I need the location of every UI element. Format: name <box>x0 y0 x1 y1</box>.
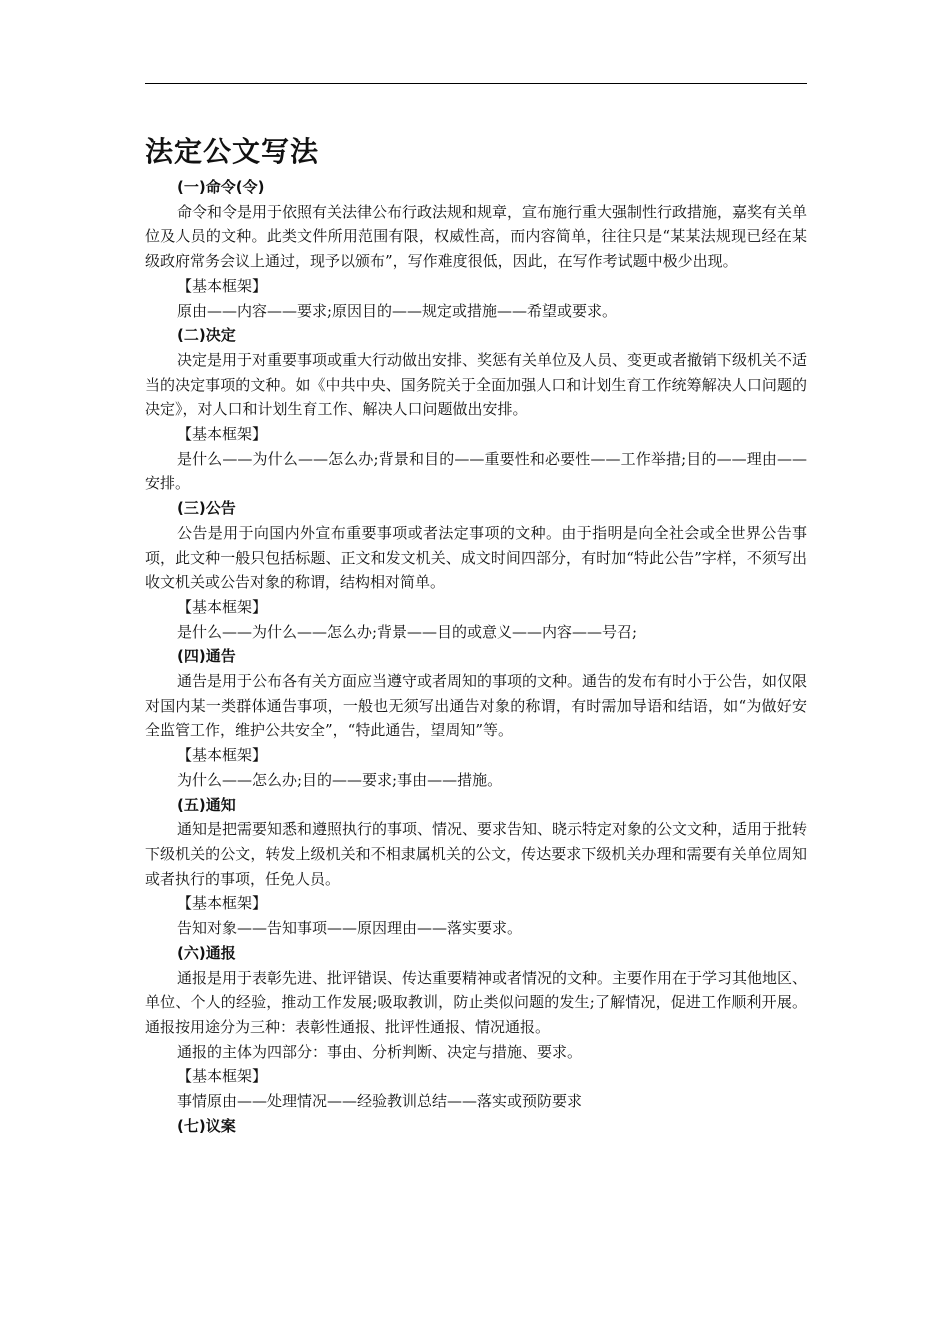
paragraph: 通告是用于公布各有关方面应当遵守或者周知的事项的文种。通告的发布有时小于公告，如仅限对国内某一类群体通告事项，一般也无须写出通告对象的称谓，有时需加导语和结语，如“为做好安全监管工作，维护公共安全”，“特此通告，望周知”等。 <box>145 672 808 740</box>
framework-label: 【基本框架】 <box>177 276 268 295</box>
paragraph: 是什么——为什么——怎么办;背景——目的或意义——内容——号召; <box>177 622 638 641</box>
section-heading: (七)议案 <box>177 1116 236 1135</box>
paragraph: 事情原由——处理情况——经验教训总结——落实或预防要求 <box>177 1092 583 1111</box>
section-heading: (五)通知 <box>177 795 236 814</box>
paragraph: 公告是用于向国内外宣布重要事项或者法定事项的文种。由于指明是向全社会或全世界公告事项，此文种一般只包括标题、正文和发文机关、成文时间四部分，有时加“特此公告”字样，不须写出收文机关或公告对象的称谓，结构相对简单。 <box>145 523 807 592</box>
framework-label: 【基本框架】 <box>177 894 268 913</box>
section-heading: (三)公告 <box>177 499 236 518</box>
paragraph: 告知对象——告知事项——原因理由——落实要求。 <box>177 919 523 938</box>
header-rule <box>145 83 807 84</box>
paragraph: 原由——内容——要求;原因目的——规定或措施——希望或要求。 <box>177 301 618 320</box>
paragraph: 是什么——为什么——怎么办;背景和目的——重要性和必要性——工作举措;目的——理由——安排。 <box>145 449 807 493</box>
framework-label: 【基本框架】 <box>177 425 268 444</box>
section-heading: (二)决定 <box>177 326 236 345</box>
framework-label: 【基本框架】 <box>177 746 268 765</box>
document-title: 法定公文写法 <box>145 135 320 168</box>
paragraph: 通报的主体为四部分：事由、分析判断、决定与措施、要求。 <box>177 1042 583 1061</box>
framework-label: 【基本框架】 <box>177 1067 268 1086</box>
paragraph: 通报是用于表彰先进、批评错误、传达重要精神或者情况的文种。主要作用在于学习其他地区、单位、个人的经验，推动工作发展;吸取教训，防止类似问题的发生;了解情况，促进工作顺利开展。通报按用途分为三种：表彰性通报、批评性通报、情况通报。 <box>145 968 808 1036</box>
section-heading: (六)通报 <box>177 943 236 962</box>
paragraph: 通知是把需要知悉和遵照执行的事项、情况、要求告知、晓示特定对象的公文文种，适用于批转下级机关的公文，转发上级机关和不相隶属机关的公文，传达要求下级机关办理和需要有关单位周知或者执行的事项，任免人员。 <box>145 820 808 888</box>
section-heading: (四)通告 <box>177 647 236 666</box>
paragraph: 决定是用于对重要事项或重大行动做出安排、奖惩有关单位及人员、变更或者撤销下级机关不适当的决定事项的文种。如《中共中央、国务院关于全面加强人口和计划生育工作统筹解决人口问题的决定》，对人口和计划生育工作、解决人口问题做出安排。 <box>145 350 808 419</box>
section-heading: (一)命令(令) <box>177 178 265 196</box>
document-body <box>145 175 807 1138</box>
framework-label: 【基本框架】 <box>177 597 268 616</box>
paragraph: 命令和令是用于依照有关法律公布行政法规和规章，宣布施行重大强制性行政措施，嘉奖有关单位及人员的文种。此类文件所用范围有限，权威性高，而内容简单，往往只是“某某法规现已经在某级政府常务会议上通过，现予以颁布”，写作难度很低，因此，在写作考试题中极少出现。 <box>145 202 808 271</box>
paragraph: 为什么——怎么办;目的——要求;事由——措施。 <box>177 770 503 789</box>
